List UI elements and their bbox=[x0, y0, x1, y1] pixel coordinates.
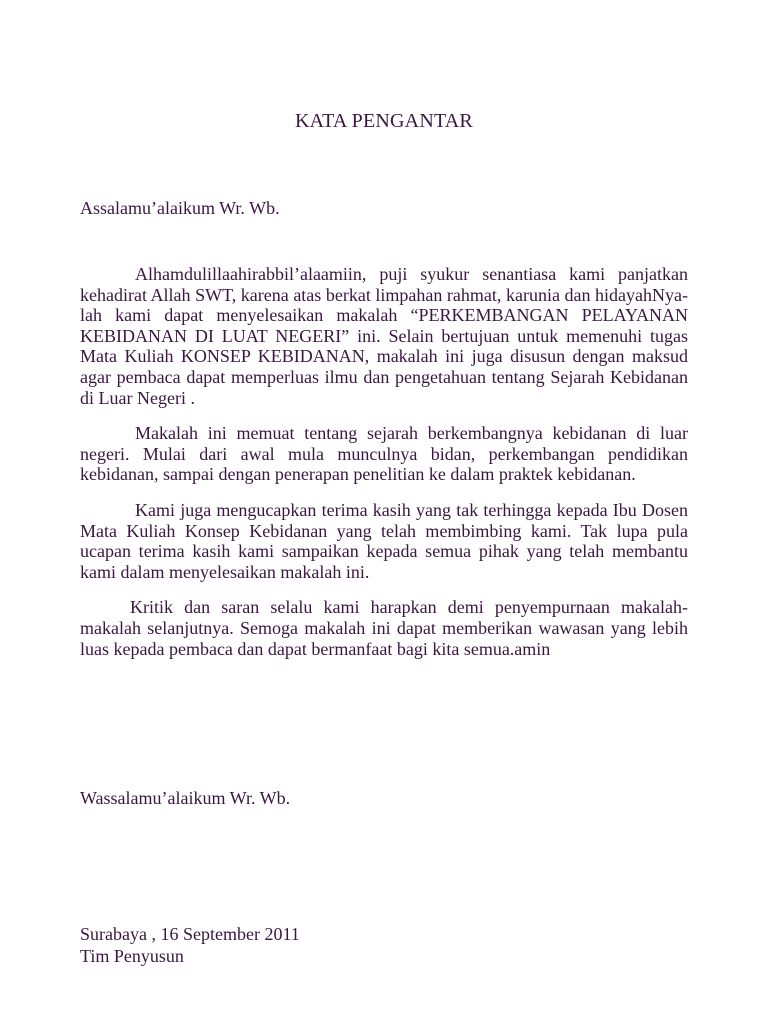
place-date: Surabaya , 16 September 2011 bbox=[80, 924, 300, 944]
closing-greeting: Wassalamu’alaikum Wr. Wb. bbox=[80, 788, 291, 808]
paragraph: Alhamdulillaahirabbil’alaamiin, puji syukur senantiasa kami panjatkan kehadirat Allah SWT, karena atas berkat limpahan rahmat, karunia dan hidayahNya-lah kami dapat menyelesaikan makalah “PERKEMBANGAN PELAYANAN KEBIDANAN DI LUAT NEGERI” ini. Selain bertujuan untuk memenuhi tugas Mata Kuliah KONSEP KEBIDANAN, makalah ini juga disusun dengan maksud agar pembaca dapat memperluas ilmu dan pengetahuan tentang Sejarah Kebidanan di Luar Negeri . bbox=[80, 264, 688, 408]
paragraph: Kami juga mengucapkan terima kasih yang tak terhingga kepada Ibu Dosen Mata Kuliah Konsep Kebidanan yang telah membimbing kami. Tak lupa pula ucapan terima kasih kami sampaikan kepada semua pihak yang telah membantu kami dalam menyelesaikan makalah ini. bbox=[80, 499, 688, 582]
paragraph: Kritik dan saran selalu kami harapkan demi penyempurnaan makalah-makalah selanjutnya. Semoga makalah ini dapat memberikan wawasan yang lebih luas kepada pembaca dan dapat bermanfaat bagi kita semua.amin bbox=[80, 597, 688, 659]
opening-greeting: Assalamu’alaikum Wr. Wb. bbox=[80, 198, 280, 218]
document-body bbox=[80, 264, 688, 674]
signoff: Tim Penyusun bbox=[80, 946, 184, 966]
paragraph: Makalah ini memuat tentang sejarah berkembangnya kebidanan di luar negeri. Mulai dari awal mula munculnya bidan, perkembangan pendidikan kebidanan, sampai dengan penerapan penelitian ke dalam praktek kebidanan. bbox=[80, 423, 688, 485]
page-title: KATA PENGANTAR bbox=[295, 110, 473, 132]
